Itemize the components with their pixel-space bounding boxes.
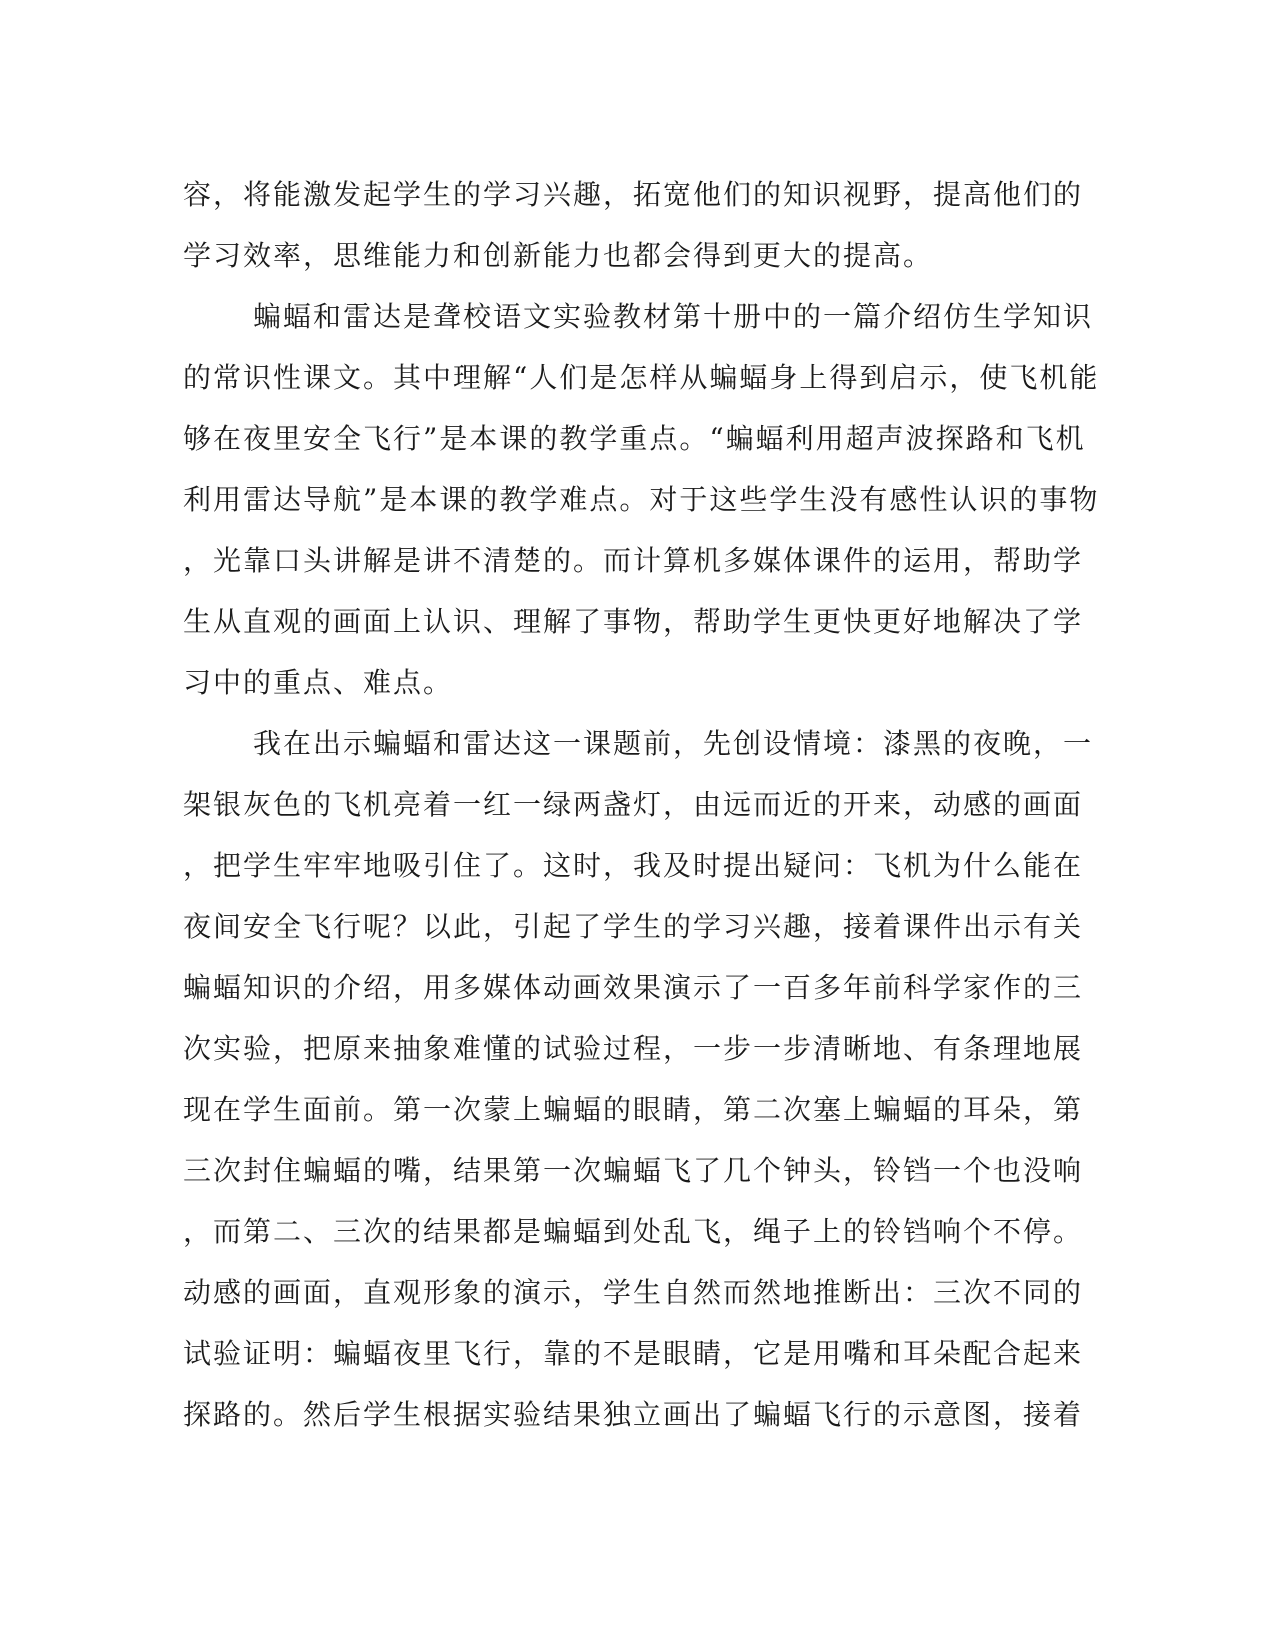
text-line: 习中的重点、难点。: [183, 666, 454, 699]
text-line: 的常识性课文。其中理解“人们是怎样从蝙蝠身上得到启示，使飞机能: [183, 361, 1100, 394]
text-line: 探路的。然后学生根据实验结果独立画出了蝙蝠飞行的示意图，接着: [183, 1398, 1084, 1431]
paragraph-first-line: 蝙蝠和雷达是聋校语文实验教材第十册中的一篇介绍仿生学知识: [253, 300, 1094, 333]
body-text: [183, 164, 1100, 1445]
text-line: 架银灰色的飞机亮着一红一绿两盏灯，由远而近的开来，动感的画面: [183, 788, 1084, 821]
text-line: 三次封住蝙蝠的嘴，结果第一次蝙蝠飞了几个钟头，铃铛一个也没响: [183, 1154, 1084, 1187]
text-line: 试验证明：蝙蝠夜里飞行，靠的不是眼睛，它是用嘴和耳朵配合起来: [183, 1337, 1084, 1370]
text-line: ，光靠口头讲解是讲不清楚的。而计算机多媒体课件的运用，帮助学: [183, 544, 1084, 577]
text-line: 夜间安全飞行呢？以此，引起了学生的学习兴趣，接着课件出示有关: [183, 910, 1084, 943]
text-line: 够在夜里安全飞行”是本课的教学重点。“蝙蝠利用超声波探路和飞机: [183, 422, 1086, 455]
text-line: 动感的画面，直观形象的演示，学生自然而然地推断出：三次不同的: [183, 1276, 1084, 1309]
text-line: 现在学生面前。第一次蒙上蝙蝠的眼睛，第二次塞上蝙蝠的耳朵，第: [183, 1093, 1084, 1126]
text-line: 蝙蝠知识的介绍，用多媒体动画效果演示了一百多年前科学家作的三: [183, 971, 1084, 1004]
text-line: 容，将能激发起学生的学习兴趣，拓宽他们的知识视野，提高他们的: [183, 178, 1084, 211]
text-line: 次实验，把原来抽象难懂的试验过程，一步一步清晰地、有条理地展: [183, 1032, 1084, 1065]
text-line: 学习效率，思维能力和创新能力也都会得到更大的提高。: [183, 239, 934, 272]
text-line: 利用雷达导航”是本课的教学难点。对于这些学生没有感性认识的事物: [183, 483, 1100, 516]
text-line: ，把学生牢牢地吸引住了。这时，我及时提出疑问：飞机为什么能在: [183, 849, 1084, 882]
paragraph-first-line: 我在出示蝙蝠和雷达这一课题前，先创设情境：漆黑的夜晚，一: [253, 727, 1094, 760]
text-line: 生从直观的画面上认识、理解了事物，帮助学生更快更好地解决了学: [183, 605, 1084, 638]
text-line: ，而第二、三次的结果都是蝙蝠到处乱飞，绳子上的铃铛响个不停。: [183, 1215, 1084, 1248]
